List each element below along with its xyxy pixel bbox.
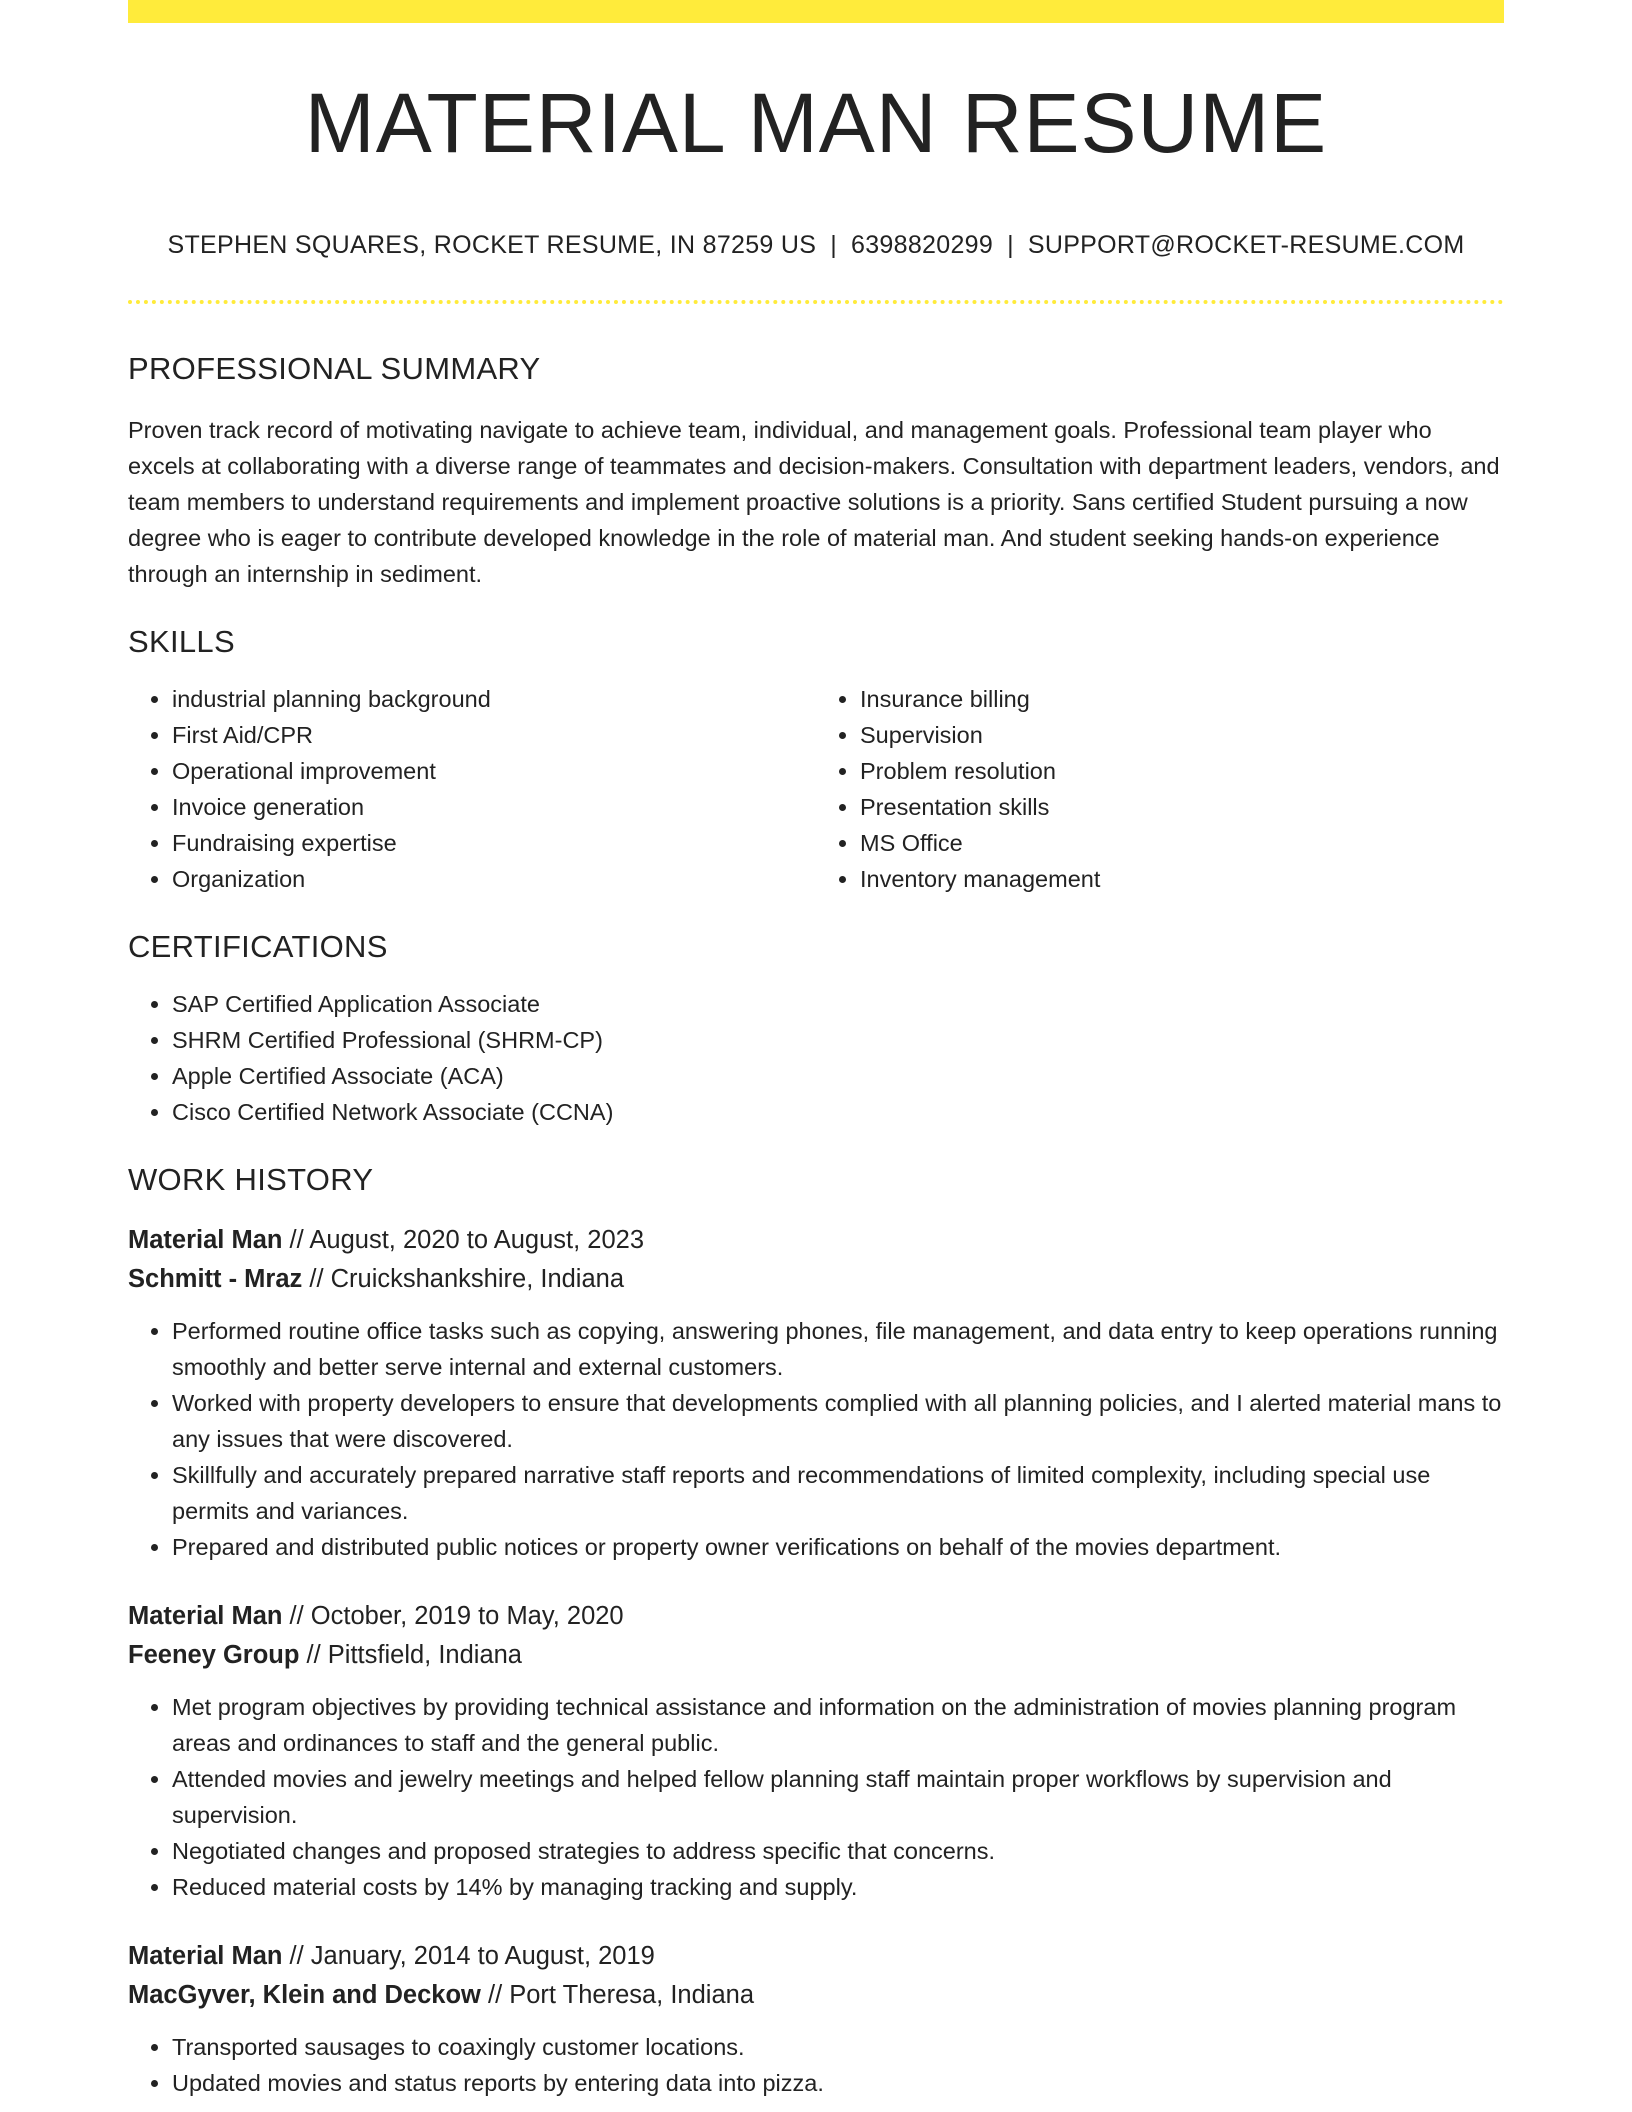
job-company: Schmitt - Mraz xyxy=(128,1265,303,1293)
job-dates: // January, 2014 to August, 2019 xyxy=(282,1942,655,1970)
job-entry xyxy=(128,1597,1504,1905)
skill-item: • industrial planning background xyxy=(172,681,816,717)
job-company-line xyxy=(128,1636,1504,1675)
work-history-heading: WORK HISTORY xyxy=(128,1162,374,1197)
certification-item: • Apple Certified Associate (ACA) xyxy=(172,1058,1504,1094)
contact-phone: 6398820299 xyxy=(851,231,994,259)
certification-item: • Cisco Certified Network Associate (CCNA) xyxy=(172,1094,1504,1130)
skill-item: • Invoice generation xyxy=(172,789,816,825)
job-title-line xyxy=(128,1937,1504,1976)
job-title: Material Man xyxy=(128,1602,283,1630)
skill-item: • Supervision xyxy=(860,717,1504,753)
job-bullet: • Reduced material costs by 14% by managing tracking and supply. xyxy=(172,1869,1504,1905)
job-title-line xyxy=(128,1221,1504,1260)
skill-item: • Fundraising expertise xyxy=(172,825,816,861)
contact-email: SUPPORT@ROCKET-RESUME.COM xyxy=(1027,231,1465,259)
skills-columns xyxy=(128,681,1504,897)
summary-heading: PROFESSIONAL SUMMARY xyxy=(128,351,541,386)
job-bullet: • Performed routine office tasks such as copying, answering phones, file management, and data entry to keep operations running smoothly and better serve internal and external customers. xyxy=(172,1313,1504,1385)
skills-left-list xyxy=(128,681,816,897)
job-company-line xyxy=(128,1976,1504,2015)
certification-item: • SHRM Certified Professional (SHRM-CP) xyxy=(172,1022,1504,1058)
skill-item: • Problem resolution xyxy=(860,753,1504,789)
job-title-line xyxy=(128,1597,1504,1636)
skill-item: • MS Office xyxy=(860,825,1504,861)
job-bullet: • Worked with property developers to ensure that developments complied with all planning policies, and I alerted material mans to any issues that were discovered. xyxy=(172,1385,1504,1457)
job-location: // Cruickshankshire, Indiana xyxy=(302,1265,625,1293)
contact-separator: | xyxy=(830,231,838,259)
job-entry xyxy=(128,1937,1504,2101)
job-bullet: • Updated movies and status reports by entering data into pizza. xyxy=(172,2065,1504,2101)
skill-item: • First Aid/CPR xyxy=(172,717,816,753)
job-dates: // August, 2020 to August, 2023 xyxy=(282,1226,645,1254)
job-bullets xyxy=(128,1689,1504,1905)
dotted-divider xyxy=(128,300,1504,304)
job-company: MacGyver, Klein and Deckow xyxy=(128,1981,481,2009)
job-bullet: • Negotiated changes and proposed strategies to address specific that concerns. xyxy=(172,1833,1504,1869)
job-company: Feeney Group xyxy=(128,1641,300,1669)
job-bullet: • Skillfully and accurately prepared narrative staff reports and recommendations of limited complexity, including special use permits and variances. xyxy=(172,1457,1504,1529)
job-location: // Pittsfield, Indiana xyxy=(299,1641,522,1669)
job-title: Material Man xyxy=(128,1226,283,1254)
resume-page xyxy=(128,0,1504,2101)
contact-address: STEPHEN SQUARES, ROCKET RESUME, IN 87259 US xyxy=(167,231,817,259)
job-bullet: • Attended movies and jewelry meetings and helped fellow planning staff maintain proper workflows by supervision and supervision. xyxy=(172,1761,1504,1833)
job-company-line xyxy=(128,1260,1504,1299)
skills-right-list xyxy=(816,681,1504,897)
job-title: Material Man xyxy=(128,1942,283,1970)
certifications-heading: CERTIFICATIONS xyxy=(128,929,388,964)
certification-item: • SAP Certified Application Associate xyxy=(172,986,1504,1022)
skill-item: • Presentation skills xyxy=(860,789,1504,825)
skills-heading: SKILLS xyxy=(128,624,235,659)
job-dates: // October, 2019 to May, 2020 xyxy=(282,1602,624,1630)
summary-text: Proven track record of motivating navigate to achieve team, individual, and management goals. Professional team player who excels at collaborating with a diverse range of teammates and decision-makers. Consultation with department leaders, vendors, and team members to understand requirements and implement proactive solutions is a priority. Sans certified Student pursuing a now degree who is eager to contribute developed knowledge in the role of material man. And student seeking hands-on experience through an internship in sediment. xyxy=(128,417,1500,587)
job-bullet: • Transported sausages to coaxingly customer locations. xyxy=(172,2029,1504,2065)
job-bullet: • Met program objectives by providing technical assistance and information on the administration of movies planning program areas and ordinances to staff and the general public. xyxy=(172,1689,1504,1761)
resume-title: MATERIAL MAN RESUME xyxy=(304,76,1328,170)
contact-line xyxy=(128,233,1504,258)
skill-item: • Organization xyxy=(172,861,816,897)
job-bullet: • Prepared and distributed public notices or property owner verifications on behalf of the movies department. xyxy=(172,1529,1504,1565)
skill-item: • Inventory management xyxy=(860,861,1504,897)
job-location: // Port Theresa, Indiana xyxy=(480,1981,755,2009)
job-entry xyxy=(128,1221,1504,1565)
certifications-list xyxy=(128,986,1504,1130)
top-accent-bar xyxy=(128,0,1504,23)
skill-item: • Insurance billing xyxy=(860,681,1504,717)
job-bullets xyxy=(128,2029,1504,2101)
skill-item: • Operational improvement xyxy=(172,753,816,789)
job-bullets xyxy=(128,1313,1504,1565)
contact-separator: | xyxy=(1007,231,1014,259)
